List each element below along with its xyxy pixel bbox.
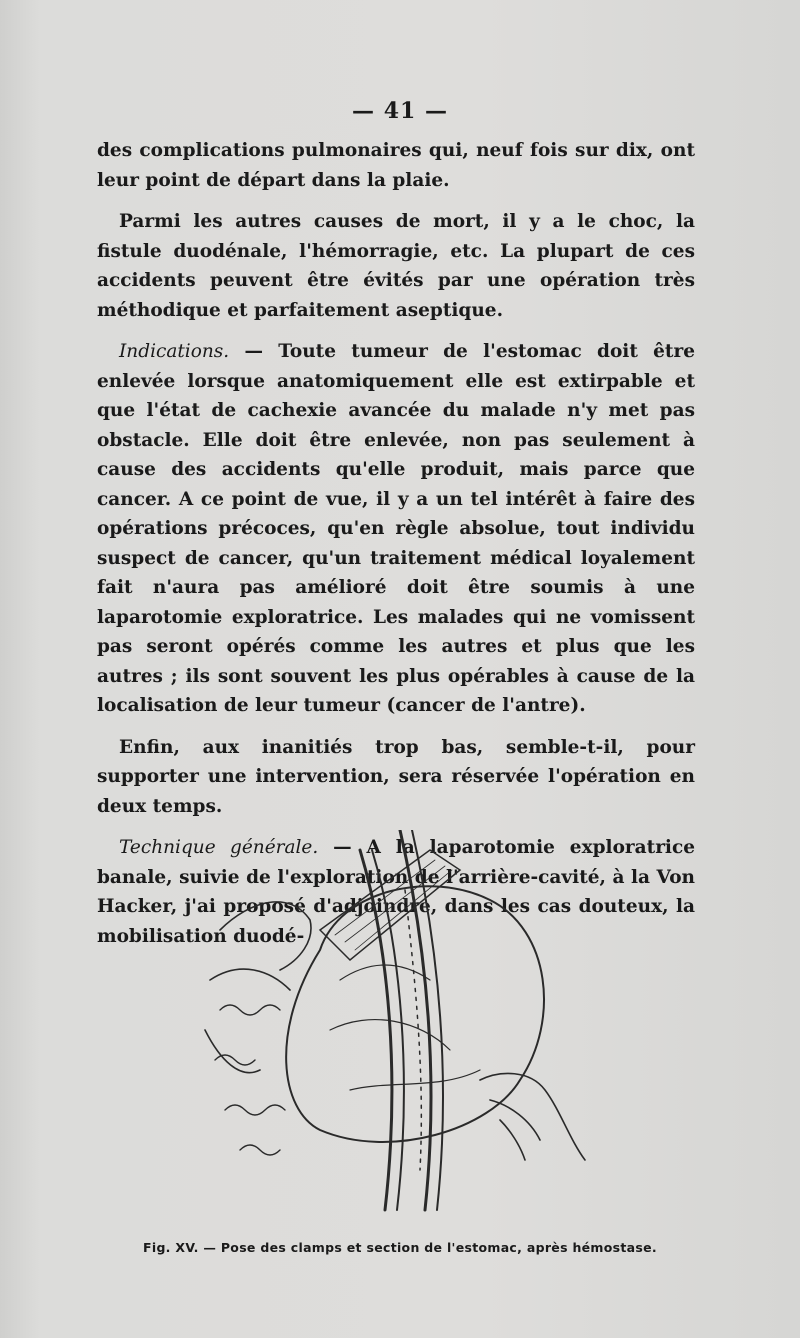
paragraph-4 [97, 733, 695, 822]
stomach-clamp-drawing [200, 830, 610, 1230]
paragraph-5-lead: Technique générale. [119, 837, 319, 858]
stomach-outline [286, 886, 544, 1142]
tissue-ruffle [215, 1005, 285, 1155]
paragraph-3-lead: Indications. [119, 341, 230, 362]
body-text [97, 136, 695, 951]
surgical-illustration [200, 830, 610, 1230]
omentum-band [320, 850, 460, 960]
paragraph-3-text: — Toute tumeur de l'estomac doit être enlevée lorsque anatomiquement elle est extirpable et que l'état de cachexie avancée du malade n'y met pas obstacle. Elle doit être enlevée, non pas seulement à cause des accidents qu'elle produit, mais parce que cancer. A ce point de vue, il y a un tel intérêt à faire des opérations précoces, qu'en règle absolue, tout individu suspect de cancer, qu'un traitement médical loyalement fait n'aura pas amélioré doit être soumis à une laparotomie exploratrice. Les malades qui ne vomissent pas seront opérés comme les autres et plus que les autres ; ils sont souvent les plus opérables à cause de la localisation de leur tumeur (cancer de l'antre). [97, 341, 695, 716]
stomach-fold-lines [330, 965, 480, 1090]
paragraph-2-text: Parmi les autres causes de mort, il y a le choc, la fistule duodénale, l'hémorragie, etc. La plupart de ces accidents peuvent être évités par une opération très méthodique et parfaitement aseptique. [97, 211, 695, 321]
paragraph-1 [97, 136, 695, 195]
figure-caption: Fig. XV. — Pose des clamps et section de l'estomac, après hémostase. [143, 1240, 657, 1255]
paragraph-4-text: Enfin, aux inanitiés trop bas, semble-t-il, pour supporter une intervention, sera réservée l'opération en deux temps. [97, 736, 695, 817]
paragraph-2 [97, 207, 695, 325]
paragraph-1-text: des complications pulmonaires qui, neuf fois sur dix, ont leur point de départ dans la plaie. [97, 140, 695, 191]
right-hand [480, 1073, 585, 1160]
page-number: — 41 — [352, 98, 448, 124]
paragraph-3 [97, 337, 695, 721]
left-hand [205, 902, 311, 1073]
paragraph-5-text: — A la laparotomie exploratrice banale, suivie de l'exploration de l'arrière-cavité, à la Von Hacker, j'ai proposé d'adjoindre, dans les cas douteux, la mobilisation duodé- [97, 837, 695, 947]
